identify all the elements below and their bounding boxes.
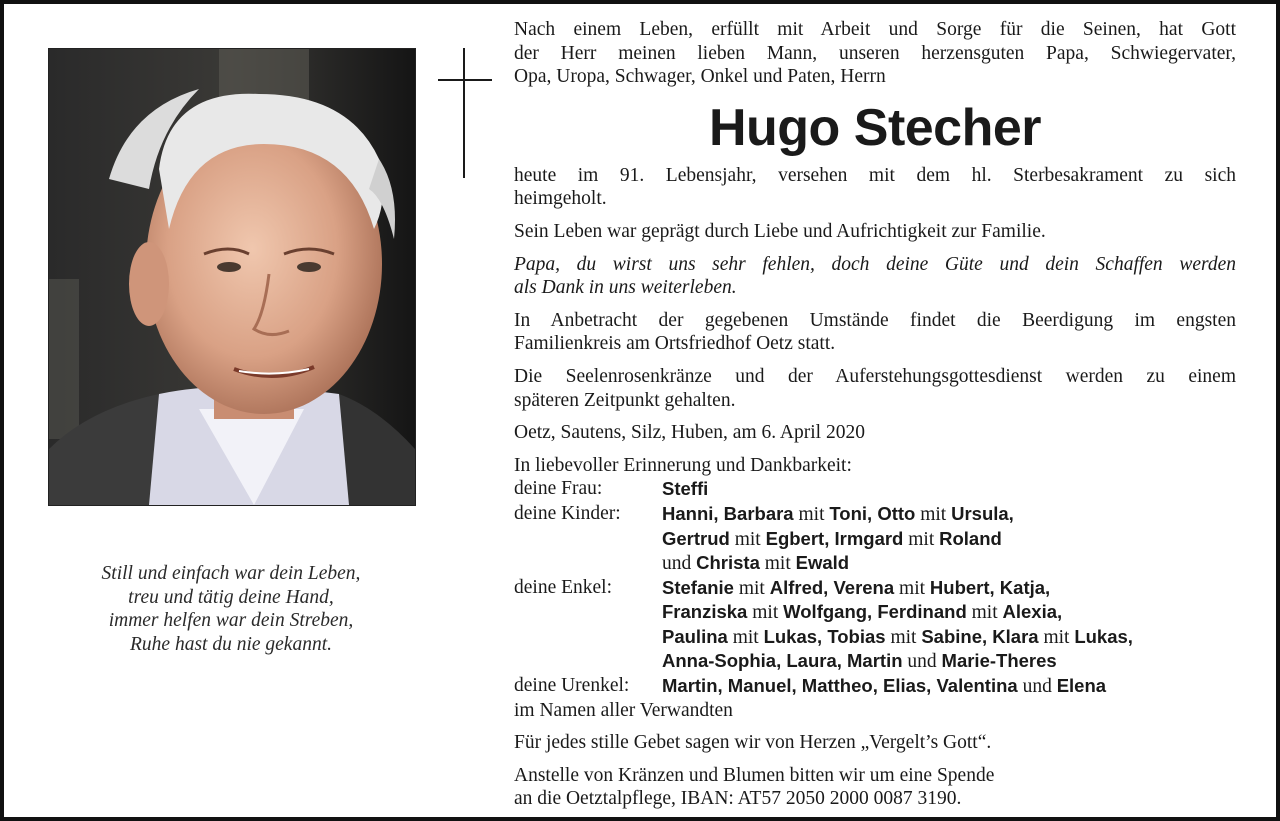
donation-line: Anstelle von Kränzen und Blumen bitten wir um eine Spende [514, 764, 995, 786]
survivor-group-wife [514, 477, 1236, 502]
name-line [662, 527, 1236, 552]
person-names: Alexia, [1002, 601, 1063, 623]
person-names: Marie-Theres [941, 650, 1057, 672]
relatives-line: im Namen aller Verwandten [514, 699, 733, 721]
name-line [662, 576, 1236, 601]
person-names: Lukas, Tobias [763, 625, 886, 647]
connector-text: und [902, 651, 942, 673]
intro-paragraph [514, 18, 1236, 89]
survivor-group-grandchildren [514, 576, 1236, 674]
place-date: Oetz, Sautens, Silz, Huben, am 6. April 2020 [514, 422, 865, 444]
person-names: Wolfgang, Ferdinand [783, 601, 967, 623]
intro-line: Opa, Uropa, Schwager, Onkel und Paten, Herrn [514, 66, 886, 88]
person-names: Alfred, Verena [769, 576, 895, 598]
connector-text: mit [759, 553, 796, 575]
obituary-text [514, 18, 1236, 820]
poem-line: treu und tätig deine Hand, [128, 586, 334, 608]
great-grandchildren-names [662, 674, 1236, 699]
deceased-name: Hugo Stecher [708, 98, 1042, 157]
portrait-photo [48, 48, 416, 506]
name-line [662, 551, 1236, 576]
services-line: späteren Zeitpunkt gehalten. [514, 389, 736, 411]
connector-text: mit [729, 528, 766, 550]
services-paragraph [514, 365, 1236, 412]
poem-line: Still und einfach war dein Leben, [101, 563, 361, 584]
person-names: Gertrud [662, 527, 730, 549]
person-names: Ewald [795, 552, 850, 574]
services-line: Die Seelenrosenkränze und der Auferstehungsgottesdienst werden zu einem [514, 365, 1236, 387]
person-names: Sabine, Klara [921, 625, 1039, 647]
name-line [662, 502, 1236, 527]
children-label: deine Kinder: [514, 502, 621, 524]
connector-text: mit [915, 503, 952, 525]
person-names: Anna-Sophia, Laura, Martin [662, 650, 903, 672]
connector-text: mit [733, 577, 770, 599]
donation-paragraph [514, 764, 1236, 811]
intro-line: Nach einem Leben, erfüllt mit Arbeit und Sorge für die Seinen, hat Gott [514, 19, 1236, 40]
person-names: Franziska [662, 601, 748, 623]
death-line: heimgeholt. [514, 188, 607, 210]
connector-text: mit [885, 626, 922, 648]
connector-text: mit [727, 626, 764, 648]
connector-text: und [662, 553, 697, 575]
portrait-illustration [49, 49, 415, 505]
connector-text: mit [903, 528, 940, 550]
great-grandchildren-label: deine Urenkel: [514, 675, 630, 697]
death-line: heute im 91. Lebensjahr, versehen mit dem hl. Sterbesakrament zu sich [514, 164, 1236, 186]
person-names: Stefanie [662, 576, 734, 598]
intro-line: der Herr meinen lieben Mann, unseren herzensguten Papa, Schwiegervater, [514, 42, 1236, 64]
wife-name: Steffi [662, 478, 709, 500]
funeral-line: In Anbetracht der gegebenen Umstände findet die Beerdigung im engsten [514, 309, 1236, 331]
children-names [662, 502, 1236, 576]
funeral-paragraph [514, 309, 1236, 356]
tribute-line: als Dank in uns weiterleben. [514, 277, 737, 299]
person-names: Christa [696, 552, 760, 574]
survivor-group-children [514, 502, 1236, 576]
tribute-paragraph [514, 253, 1236, 300]
life-paragraph: Sein Leben war geprägt durch Liebe und Aufrichtigkeit zur Familie. [514, 220, 1046, 242]
person-names: Ursula, [951, 502, 1014, 524]
name-line [662, 649, 1236, 674]
poem [48, 562, 414, 656]
name-line [662, 674, 1236, 699]
grandchildren-label: deine Enkel: [514, 576, 613, 598]
name-line [662, 600, 1236, 625]
connector-text: mit [966, 602, 1003, 624]
person-names: Hanni, Barbara [662, 502, 794, 524]
person-names: Toni, Otto [829, 502, 916, 524]
wife-label: deine Frau: [514, 478, 603, 500]
remembrance-line: In liebevoller Erinnerung und Dankbarkeit: [514, 454, 852, 476]
person-names: Martin, Manuel, Mattheo, Elias, Valentina [662, 675, 1018, 697]
name-line [662, 625, 1236, 650]
person-names: Egbert, Irmgard [765, 527, 904, 549]
tribute-line: Papa, du wirst uns sehr fehlen, doch deine Güte und dein Schaffen werden [514, 253, 1236, 275]
donation-line: an die Oetztalpflege, IBAN: AT57 2050 2000 0087 3190. [514, 788, 962, 810]
poem-line: immer helfen war dein Streben, [108, 610, 354, 632]
connector-text: mit [894, 577, 930, 599]
person-names: Roland [939, 527, 1002, 549]
person-names: Elena [1056, 675, 1107, 697]
person-names: Hubert, Katja, [929, 576, 1051, 598]
connector-text: mit [793, 503, 830, 525]
funeral-line: Familienkreis am Ortsfriedhof Oetz statt. [514, 333, 836, 355]
connector-text: mit [747, 602, 784, 624]
cross-symbol [438, 48, 492, 178]
poem-line: Ruhe hast du nie gekannt. [130, 633, 332, 655]
survivors-list [514, 454, 1236, 723]
survivor-group-great-grandchildren [514, 674, 1236, 699]
grandchildren-names [662, 576, 1236, 674]
death-paragraph [514, 164, 1236, 211]
person-names: Paulina [662, 625, 728, 647]
person-names: Lukas, [1074, 625, 1133, 647]
connector-text: und [1017, 676, 1057, 698]
connector-text: mit [1038, 626, 1075, 648]
thanks-paragraph: Für jedes stille Gebet sagen wir von Herzen „Vergelt’s Gott“. [514, 732, 992, 754]
